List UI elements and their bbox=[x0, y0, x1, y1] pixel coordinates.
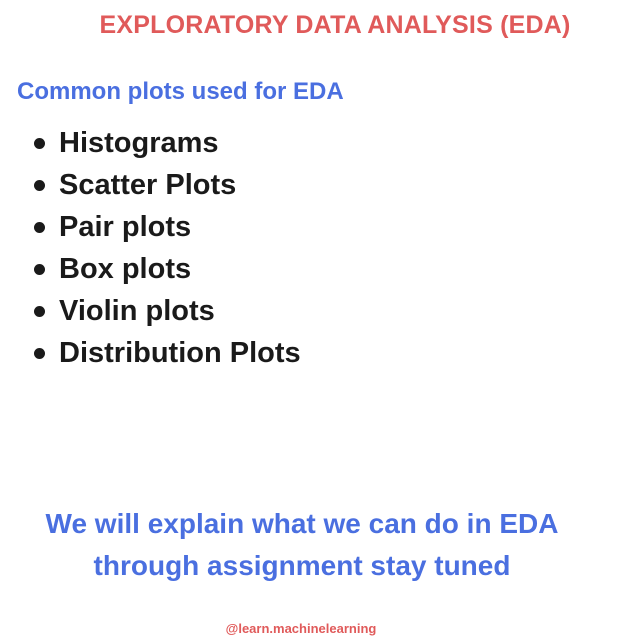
bullet-icon bbox=[34, 138, 45, 149]
list-item-label: Pair plots bbox=[59, 211, 192, 243]
closing-message-line-1: We will explain what we can do in EDA bbox=[45, 508, 559, 539]
list-item bbox=[0, 332, 301, 374]
list-item bbox=[0, 122, 301, 164]
bullet-icon bbox=[34, 180, 45, 191]
bullet-icon bbox=[34, 306, 45, 317]
list-item bbox=[0, 164, 301, 206]
bullet-icon bbox=[34, 264, 45, 275]
subtitle: Common plots used for EDA bbox=[17, 78, 344, 105]
list-item bbox=[0, 290, 301, 332]
bullet-icon bbox=[34, 348, 45, 359]
list-item-label: Box plots bbox=[59, 253, 192, 285]
list-item-label: Scatter Plots bbox=[59, 169, 237, 201]
list-item bbox=[0, 206, 301, 248]
plot-list bbox=[0, 122, 301, 374]
list-item-label: Distribution Plots bbox=[59, 337, 301, 369]
list-item-label: Violin plots bbox=[59, 295, 215, 327]
closing-message bbox=[0, 503, 604, 587]
page-title: EXPLORATORY DATA ANALYSIS (EDA) bbox=[99, 11, 571, 39]
list-item bbox=[0, 248, 301, 290]
social-handle: @learn.machinelearning bbox=[225, 621, 377, 636]
closing-message-line-2: through assignment stay tuned bbox=[93, 550, 511, 581]
list-item-label: Histograms bbox=[59, 127, 219, 159]
bullet-icon bbox=[34, 222, 45, 233]
